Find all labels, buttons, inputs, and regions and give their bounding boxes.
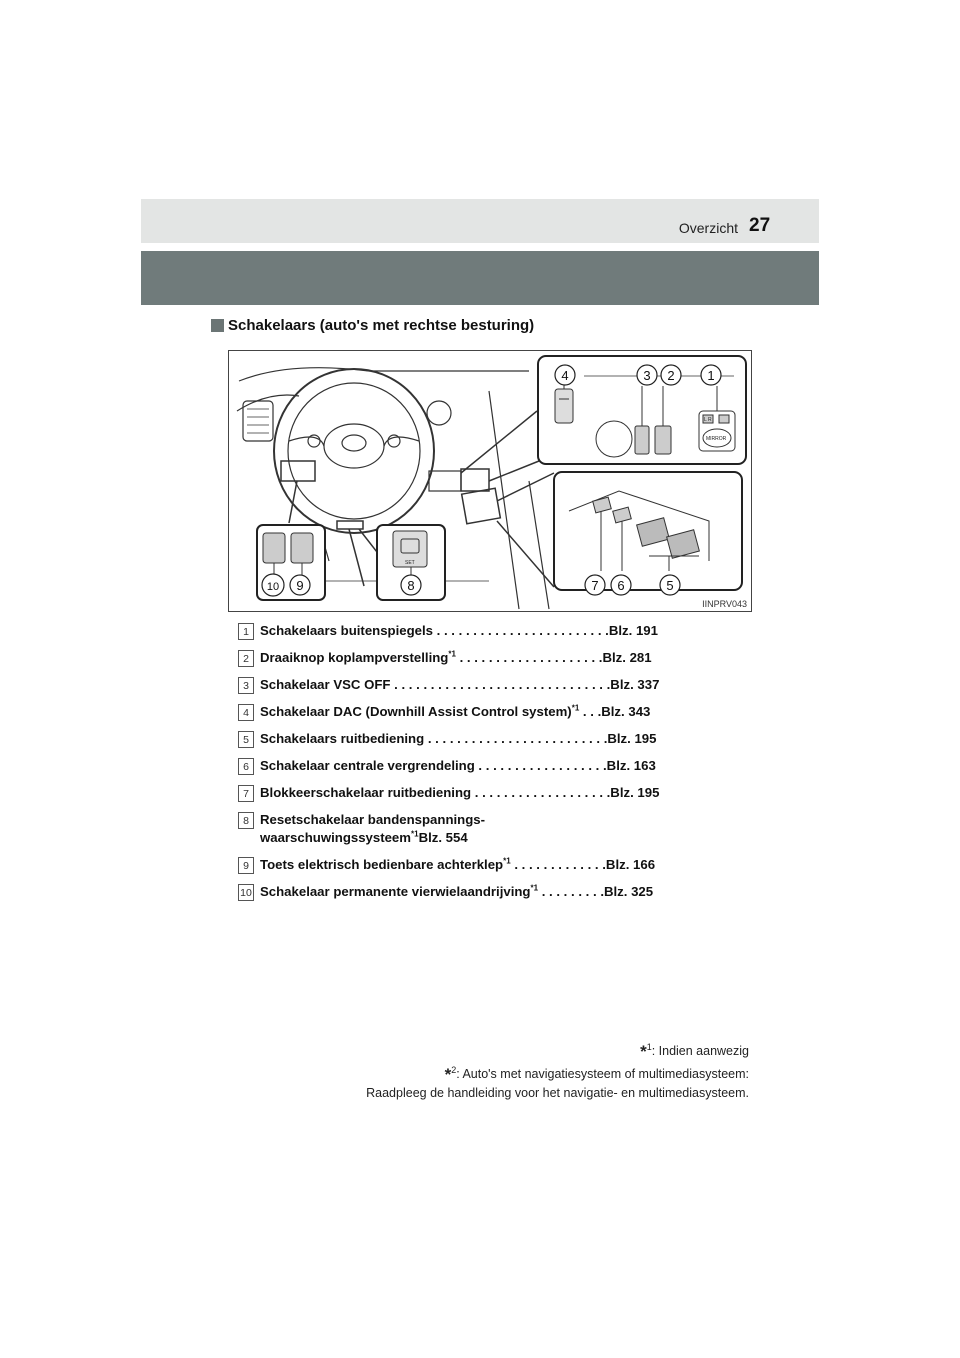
- svg-text:2: 2: [667, 368, 675, 383]
- item-number: 7: [238, 785, 254, 802]
- footnotes: [366, 1038, 749, 1102]
- set-label: SET: [405, 560, 415, 566]
- callout-10: [262, 574, 284, 596]
- item-number: 3: [238, 677, 254, 694]
- list-item: [238, 784, 728, 802]
- figure-code: IINPRV043: [702, 599, 747, 609]
- item-number: 5: [238, 731, 254, 748]
- list-item: [238, 757, 728, 775]
- svg-text:8: 8: [407, 578, 415, 593]
- square-bullet-icon: [211, 319, 224, 332]
- svg-text:10: 10: [266, 581, 280, 593]
- callout-6: [611, 575, 631, 595]
- item-number: 10: [238, 884, 254, 901]
- dashboard-drawing: [229, 351, 751, 611]
- list-item: [238, 649, 728, 667]
- callout-7: [585, 575, 605, 595]
- item-text: Toets elektrisch bedienbare achterklep$^{*1}$ . . . . . . . . . . . . .Blz. 166: [260, 856, 656, 872]
- list-item: [238, 883, 728, 901]
- list-item: [238, 856, 728, 874]
- footnote-1: *$^1$: Indien aanwezig: [640, 1042, 749, 1062]
- list-item: [238, 730, 728, 748]
- item-number: 8: [238, 812, 254, 829]
- item-text: Schakelaar centrale vergrendeling . . . . . . . . . . . . . . . . . .Blz. 163: [260, 758, 656, 773]
- svg-text:5: 5: [666, 578, 674, 593]
- item-text: Schakelaars buitenspiegels . . . . . . . . . . . . . . . . . . . . . . . .Blz. 191: [260, 623, 658, 638]
- callout-4: [555, 365, 575, 385]
- svg-text:9: 9: [296, 578, 304, 593]
- lr-label: L R: [704, 417, 712, 423]
- item-text: Draaiknop koplampverstelling$^{*1}$ . . . . . . . . . . . . . . . . . . . .Blz. 281: [260, 649, 652, 665]
- section-title: Overzicht: [678, 220, 738, 236]
- heading-text: Schakelaars (auto's met rechtse besturing): [228, 317, 535, 334]
- item-text: Schakelaars ruitbediening . . . . . . . . . . . . . . . . . . . . . . . . .Blz. 195: [260, 731, 657, 746]
- item-text: Schakelaar DAC (Downhill Assist Control system)$^{*1}$ . . .Blz. 343: [260, 703, 651, 719]
- svg-text:7: 7: [591, 578, 599, 593]
- svg-text:3: 3: [643, 368, 651, 383]
- item-number: 2: [238, 650, 254, 667]
- callout-8: [401, 575, 421, 595]
- callout-3: [637, 365, 657, 385]
- svg-text:1: 1: [707, 368, 715, 383]
- svg-text:4: 4: [561, 368, 569, 383]
- page-number: 27: [749, 215, 771, 236]
- list-item: [238, 676, 728, 694]
- item-number: 9: [238, 857, 254, 874]
- section-heading: [211, 317, 534, 334]
- switches-illustration: [228, 350, 752, 612]
- list-item: [238, 622, 728, 640]
- chapter-bar: [141, 251, 819, 305]
- callout-2: [661, 365, 681, 385]
- item-text: Resetschakelaar bandenspannings- waarschuwingssysteem$^{*1}$Blz. 554: [260, 812, 485, 845]
- item-text: Schakelaar permanente vierwielaandrijving$^{*1}$ . . . . . . . . .Blz. 325: [260, 883, 654, 899]
- item-text: Schakelaar VSC OFF . . . . . . . . . . . . . . . . . . . . . . . . . . . . . .Blz. 337: [260, 677, 660, 692]
- callout-1: [701, 365, 721, 385]
- list-item: [238, 811, 728, 847]
- callout-5: [660, 575, 680, 595]
- svg-text:6: 6: [617, 578, 625, 593]
- switch-list: [238, 622, 728, 901]
- footnote-2: *$^2$: Auto's met navigatiesysteem of multimediasysteem:: [444, 1065, 749, 1085]
- callout-9: [290, 575, 310, 595]
- item-number: 1: [238, 623, 254, 640]
- footnote-2-continued: Raadpleeg de handleiding voor het navigatie- en multimediasysteem.: [366, 1086, 749, 1101]
- item-number: 4: [238, 704, 254, 721]
- item-number: 6: [238, 758, 254, 775]
- mirror-label: MIRROR: [706, 436, 727, 442]
- list-item: [238, 703, 728, 721]
- item-text: Blokkeerschakelaar ruitbediening . . . . . . . . . . . . . . . . . . .Blz. 195: [260, 785, 660, 800]
